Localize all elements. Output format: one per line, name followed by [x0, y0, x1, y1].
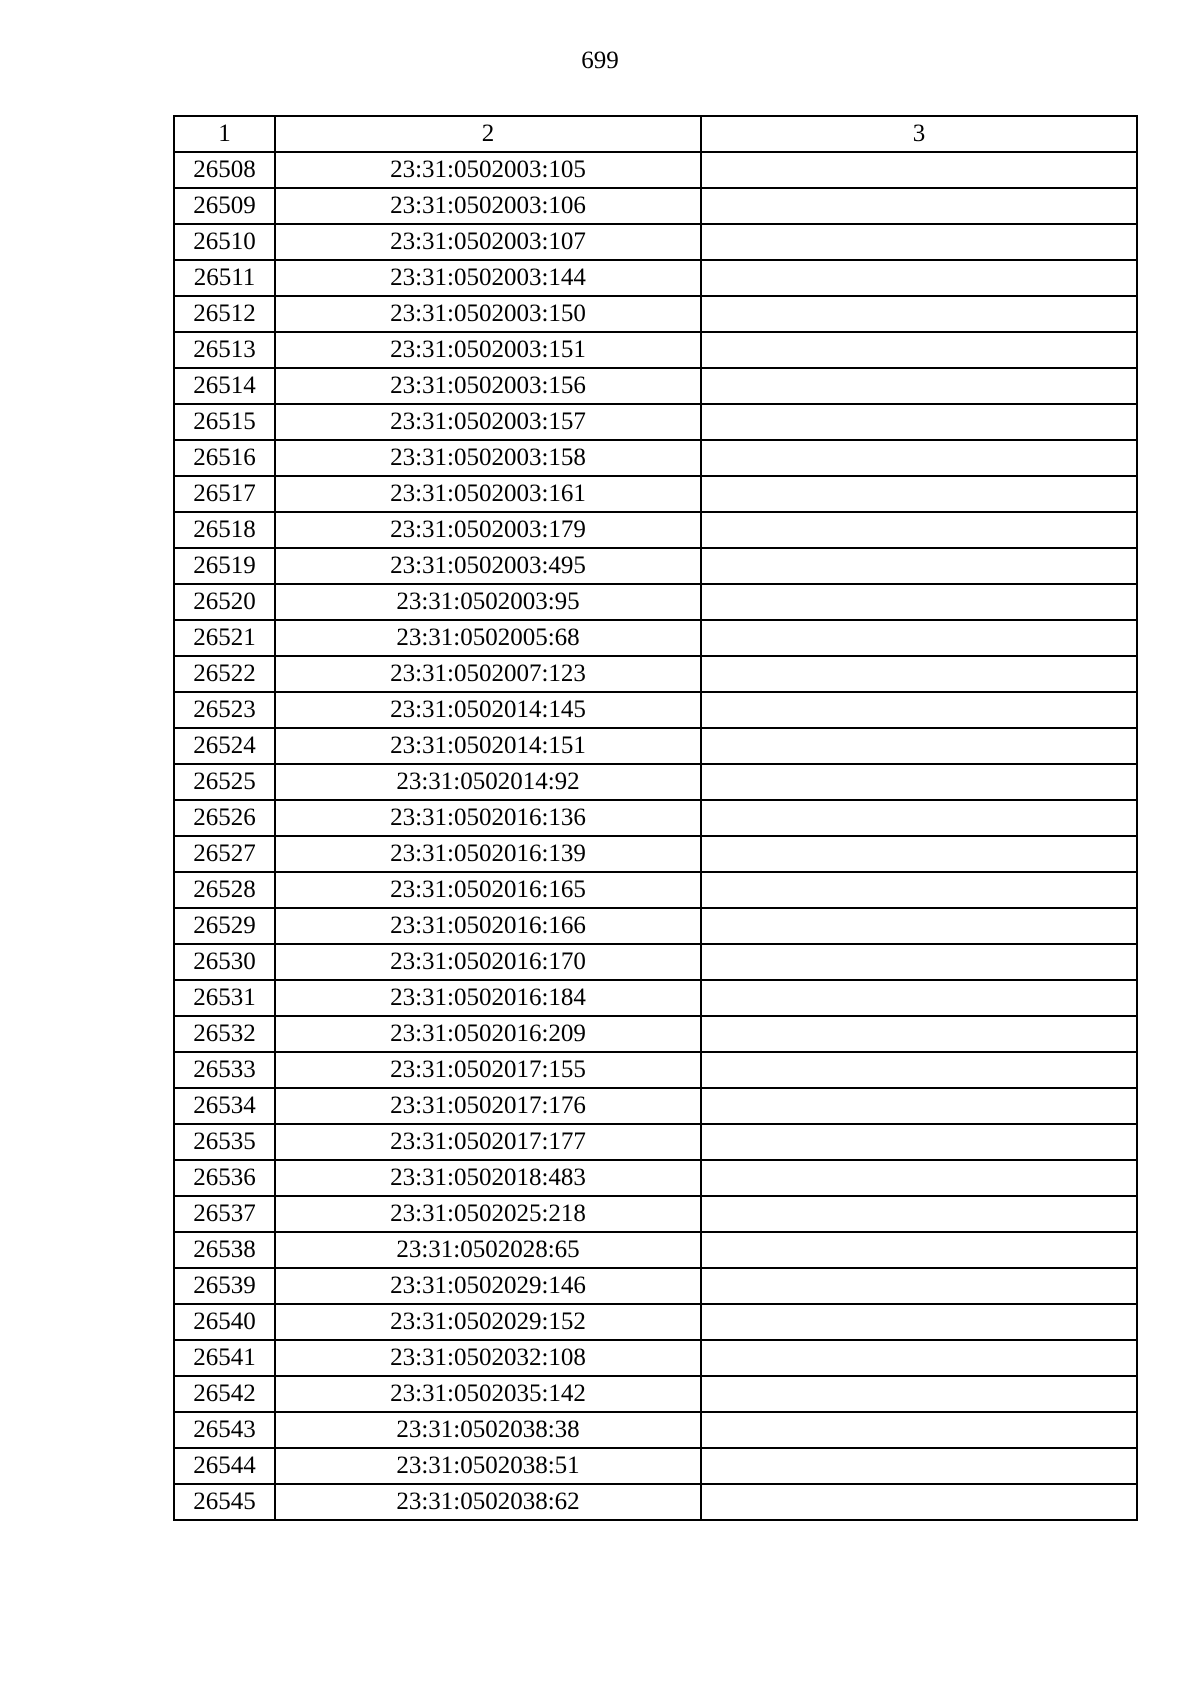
note-cell	[701, 1340, 1137, 1376]
cadastral-number-cell: 23:31:0502003:179	[275, 512, 701, 548]
note-cell	[701, 1196, 1137, 1232]
note-cell	[701, 152, 1137, 188]
cadastral-number-cell: 23:31:0502029:152	[275, 1304, 701, 1340]
cadastral-number-cell: 23:31:0502028:65	[275, 1232, 701, 1268]
row-number-cell: 26514	[174, 368, 275, 404]
cadastral-number-cell: 23:31:0502016:165	[275, 872, 701, 908]
table-row	[174, 836, 1137, 872]
row-number-cell: 26508	[174, 152, 275, 188]
note-cell	[701, 332, 1137, 368]
row-number-cell: 26534	[174, 1088, 275, 1124]
note-cell	[701, 548, 1137, 584]
note-cell	[701, 1088, 1137, 1124]
header-row	[174, 116, 1137, 152]
note-cell	[701, 1484, 1137, 1520]
row-number-cell: 26535	[174, 1124, 275, 1160]
table-header	[174, 116, 1137, 152]
note-cell	[701, 944, 1137, 980]
cadastral-register-table	[173, 115, 1138, 1521]
cadastral-number-cell: 23:31:0502016:209	[275, 1016, 701, 1052]
header-cell-col3: 3	[701, 116, 1137, 152]
table-row	[174, 800, 1137, 836]
row-number-cell: 26533	[174, 1052, 275, 1088]
table-row	[174, 1052, 1137, 1088]
note-cell	[701, 404, 1137, 440]
note-cell	[701, 620, 1137, 656]
table-row	[174, 404, 1137, 440]
row-number-cell: 26516	[174, 440, 275, 476]
table-row	[174, 152, 1137, 188]
table-row	[174, 296, 1137, 332]
cadastral-number-cell: 23:31:0502007:123	[275, 656, 701, 692]
row-number-cell: 26529	[174, 908, 275, 944]
cadastral-number-cell: 23:31:0502003:161	[275, 476, 701, 512]
cadastral-number-cell: 23:31:0502016:170	[275, 944, 701, 980]
row-number-cell: 26511	[174, 260, 275, 296]
cadastral-number-cell: 23:31:0502016:139	[275, 836, 701, 872]
note-cell	[701, 980, 1137, 1016]
row-number-cell: 26519	[174, 548, 275, 584]
note-cell	[701, 188, 1137, 224]
table-row	[174, 188, 1137, 224]
table-row	[174, 944, 1137, 980]
note-cell	[701, 224, 1137, 260]
cadastral-number-cell: 23:31:0502032:108	[275, 1340, 701, 1376]
cadastral-number-cell: 23:31:0502003:150	[275, 296, 701, 332]
row-number-cell: 26528	[174, 872, 275, 908]
cadastral-number-cell: 23:31:0502003:495	[275, 548, 701, 584]
cadastral-number-cell: 23:31:0502003:158	[275, 440, 701, 476]
row-number-cell: 26543	[174, 1412, 275, 1448]
table-row	[174, 908, 1137, 944]
note-cell	[701, 1160, 1137, 1196]
cadastral-number-cell: 23:31:0502003:95	[275, 584, 701, 620]
table-row	[174, 1124, 1137, 1160]
cadastral-number-cell: 23:31:0502014:145	[275, 692, 701, 728]
header-cell-col1: 1	[174, 116, 275, 152]
note-cell	[701, 296, 1137, 332]
row-number-cell: 26540	[174, 1304, 275, 1340]
table-row	[174, 872, 1137, 908]
note-cell	[701, 1052, 1137, 1088]
row-number-cell: 26517	[174, 476, 275, 512]
table-row	[174, 368, 1137, 404]
table-row	[174, 1232, 1137, 1268]
cadastral-number-cell: 23:31:0502016:184	[275, 980, 701, 1016]
cadastral-number-cell: 23:31:0502025:218	[275, 1196, 701, 1232]
note-cell	[701, 440, 1137, 476]
row-number-cell: 26545	[174, 1484, 275, 1520]
row-number-cell: 26509	[174, 188, 275, 224]
note-cell	[701, 512, 1137, 548]
table-row	[174, 584, 1137, 620]
row-number-cell: 26523	[174, 692, 275, 728]
cadastral-number-cell: 23:31:0502003:156	[275, 368, 701, 404]
row-number-cell: 26530	[174, 944, 275, 980]
cadastral-number-cell: 23:31:0502005:68	[275, 620, 701, 656]
row-number-cell: 26510	[174, 224, 275, 260]
table-row	[174, 656, 1137, 692]
table-row	[174, 224, 1137, 260]
table-row	[174, 332, 1137, 368]
table-row	[174, 1448, 1137, 1484]
row-number-cell: 26521	[174, 620, 275, 656]
table-row	[174, 980, 1137, 1016]
row-number-cell: 26531	[174, 980, 275, 1016]
note-cell	[701, 1448, 1137, 1484]
row-number-cell: 26526	[174, 800, 275, 836]
cadastral-number-cell: 23:31:0502038:51	[275, 1448, 701, 1484]
cadastral-number-cell: 23:31:0502003:105	[275, 152, 701, 188]
row-number-cell: 26539	[174, 1268, 275, 1304]
row-number-cell: 26518	[174, 512, 275, 548]
cadastral-number-cell: 23:31:0502016:136	[275, 800, 701, 836]
row-number-cell: 26542	[174, 1376, 275, 1412]
table-row	[174, 476, 1137, 512]
cadastral-number-cell: 23:31:0502003:107	[275, 224, 701, 260]
note-cell	[701, 692, 1137, 728]
row-number-cell: 26522	[174, 656, 275, 692]
note-cell	[701, 764, 1137, 800]
cadastral-number-cell: 23:31:0502003:151	[275, 332, 701, 368]
table-body	[174, 152, 1137, 1520]
note-cell	[701, 800, 1137, 836]
row-number-cell: 26515	[174, 404, 275, 440]
cadastral-number-cell: 23:31:0502038:62	[275, 1484, 701, 1520]
table-row	[174, 1016, 1137, 1052]
note-cell	[701, 872, 1137, 908]
table-row	[174, 620, 1137, 656]
table-row	[174, 1412, 1137, 1448]
table-row	[174, 1340, 1137, 1376]
table-row	[174, 260, 1137, 296]
table-row	[174, 1376, 1137, 1412]
table-row	[174, 512, 1137, 548]
table-row	[174, 440, 1137, 476]
table-row	[174, 1484, 1137, 1520]
note-cell	[701, 1016, 1137, 1052]
table-row	[174, 692, 1137, 728]
table-row	[174, 1304, 1137, 1340]
row-number-cell: 26527	[174, 836, 275, 872]
note-cell	[701, 476, 1137, 512]
cadastral-number-cell: 23:31:0502029:146	[275, 1268, 701, 1304]
row-number-cell: 26538	[174, 1232, 275, 1268]
cadastral-number-cell: 23:31:0502017:176	[275, 1088, 701, 1124]
row-number-cell: 26536	[174, 1160, 275, 1196]
cadastral-number-cell: 23:31:0502018:483	[275, 1160, 701, 1196]
row-number-cell: 26524	[174, 728, 275, 764]
cadastral-number-cell: 23:31:0502038:38	[275, 1412, 701, 1448]
table-row	[174, 1088, 1137, 1124]
row-number-cell: 26512	[174, 296, 275, 332]
cadastral-number-cell: 23:31:0502003:144	[275, 260, 701, 296]
cadastral-number-cell: 23:31:0502003:157	[275, 404, 701, 440]
note-cell	[701, 728, 1137, 764]
note-cell	[701, 1268, 1137, 1304]
note-cell	[701, 656, 1137, 692]
row-number-cell: 26520	[174, 584, 275, 620]
note-cell	[701, 260, 1137, 296]
table-row	[174, 1196, 1137, 1232]
row-number-cell: 26525	[174, 764, 275, 800]
note-cell	[701, 1124, 1137, 1160]
cadastral-number-cell: 23:31:0502014:92	[275, 764, 701, 800]
row-number-cell: 26532	[174, 1016, 275, 1052]
row-number-cell: 26541	[174, 1340, 275, 1376]
cadastral-number-cell: 23:31:0502014:151	[275, 728, 701, 764]
note-cell	[701, 584, 1137, 620]
note-cell	[701, 836, 1137, 872]
table-row	[174, 764, 1137, 800]
note-cell	[701, 1376, 1137, 1412]
row-number-cell: 26537	[174, 1196, 275, 1232]
note-cell	[701, 1412, 1137, 1448]
cadastral-number-cell: 23:31:0502017:177	[275, 1124, 701, 1160]
note-cell	[701, 1232, 1137, 1268]
table-row	[174, 1160, 1137, 1196]
header-cell-col2: 2	[275, 116, 701, 152]
row-number-cell: 26544	[174, 1448, 275, 1484]
cadastral-number-cell: 23:31:0502003:106	[275, 188, 701, 224]
table-row	[174, 548, 1137, 584]
table-row	[174, 728, 1137, 764]
cadastral-number-cell: 23:31:0502017:155	[275, 1052, 701, 1088]
cadastral-number-cell: 23:31:0502016:166	[275, 908, 701, 944]
page-number: 699	[581, 47, 619, 74]
note-cell	[701, 1304, 1137, 1340]
note-cell	[701, 368, 1137, 404]
row-number-cell: 26513	[174, 332, 275, 368]
cadastral-number-cell: 23:31:0502035:142	[275, 1376, 701, 1412]
table-row	[174, 1268, 1137, 1304]
note-cell	[701, 908, 1137, 944]
